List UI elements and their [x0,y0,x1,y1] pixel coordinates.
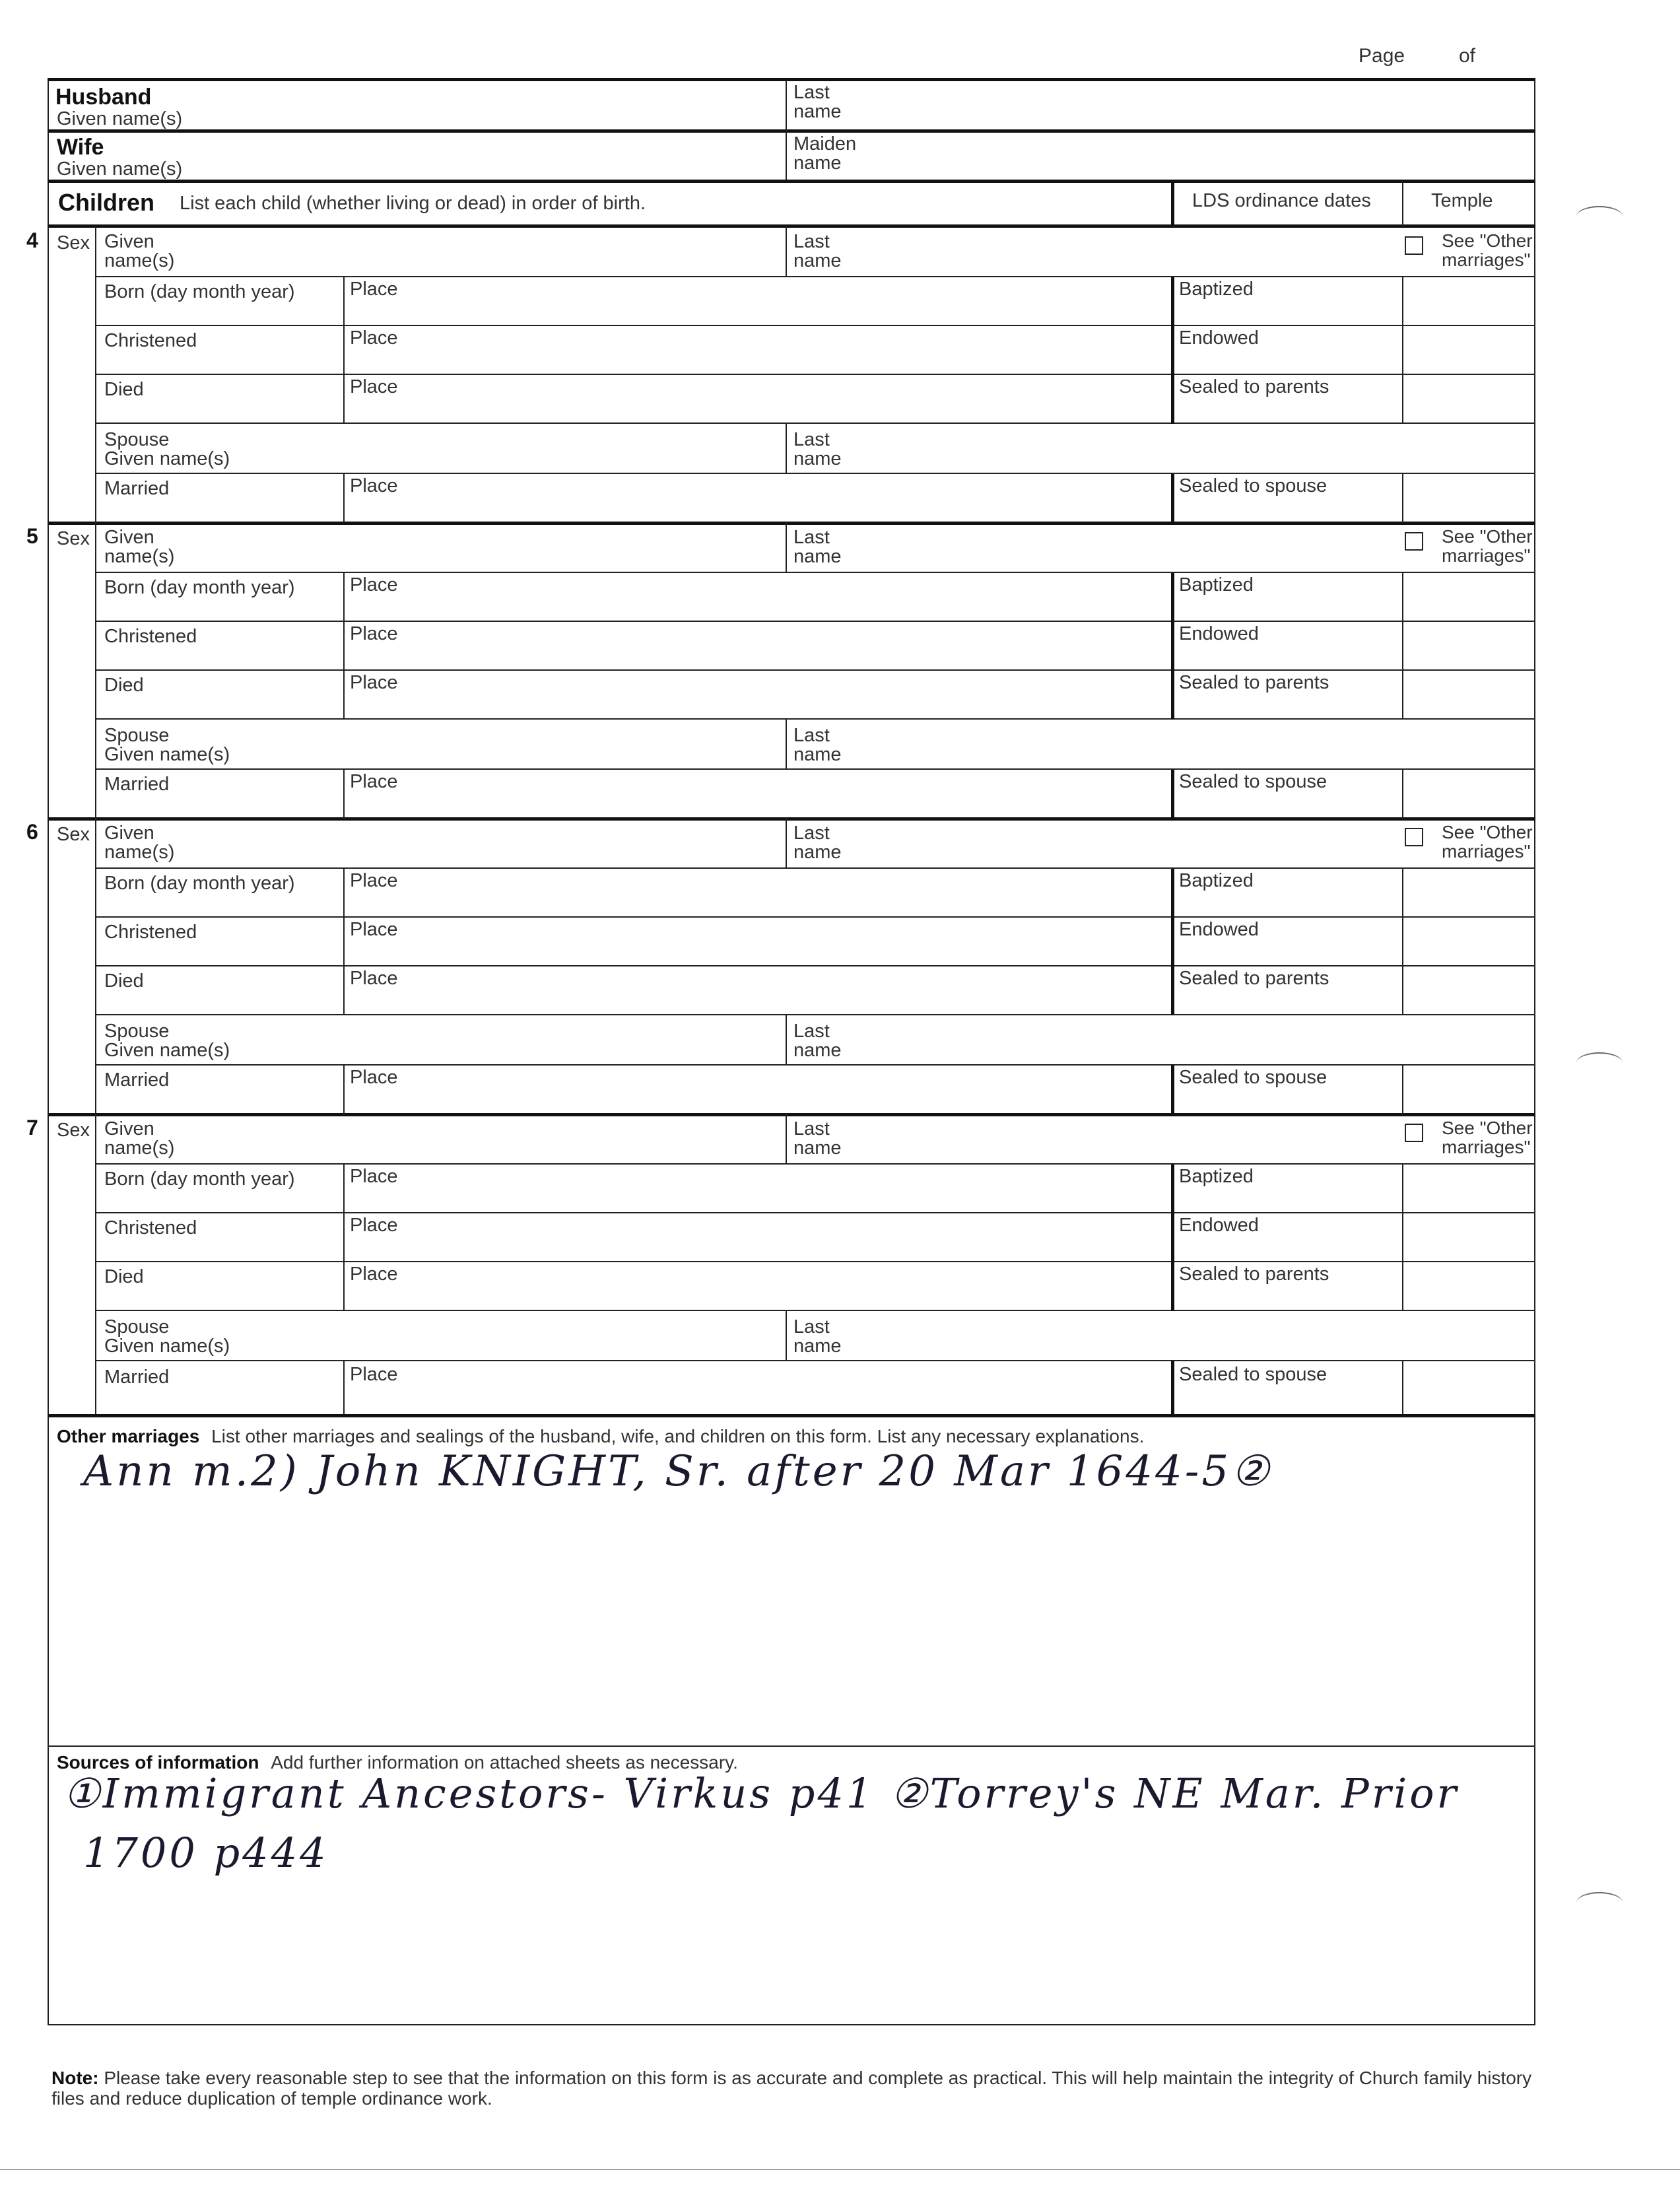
christened-label: Christened [104,922,197,943]
sealed-to-parents-label: Sealed to parents [1179,968,1329,989]
place-label: Place [350,623,398,644]
baptized-label: Baptized [1179,279,1254,300]
sex-label: Sex [57,528,90,549]
note-label: Note: [51,2068,99,2088]
place-label: Place [350,771,398,792]
last-name-label: Last name [793,1021,842,1061]
place-label: Place [350,968,398,989]
other-marriages-checkbox[interactable] [1405,236,1423,255]
punch-hole-mark [1576,206,1623,227]
other-marriages-checkbox[interactable] [1405,1124,1423,1142]
page-bottom-edge [0,2169,1680,2170]
sealed-to-parents-label: Sealed to parents [1179,376,1329,397]
spouse-label: Spouse Given name(s) [104,1021,230,1061]
born-label: Born (day month year) [104,577,295,598]
other-marriages-title: Other marriages [57,1426,200,1446]
last-name-label: Last name [793,231,842,271]
children-instruction: List each child (whether living or dead) in order of birth. [180,193,646,214]
last-name-label: Last name [793,823,842,863]
endowed-label: Endowed [1179,623,1259,644]
husband-given-label: Given name(s) [57,108,183,129]
sources-handwriting-line1: ①Immigrant Ancestors- Virkus p41 ②Torrey's NE Mar. Prior [63,1769,1460,1817]
last-name-label: Last name [793,1316,842,1357]
endowed-label: Endowed [1179,1215,1259,1236]
wife-maiden-label: Maiden name [793,133,857,174]
place-label: Place [350,1215,398,1236]
place-label: Place [350,327,398,349]
given-name-label: Given name(s) [104,1118,175,1159]
husband-last-label: Last name [793,82,842,122]
temple-label: Temple [1431,190,1493,211]
given-name-label: Given name(s) [104,231,175,271]
sources-handwriting-line2: 1700 p444 [83,1829,329,1877]
endowed-label: Endowed [1179,919,1259,940]
last-name-label: Last name [793,725,842,765]
died-label: Died [104,1266,144,1287]
sealed-to-spouse-label: Sealed to spouse [1179,1067,1327,1088]
born-label: Born (day month year) [104,1168,295,1190]
married-label: Married [104,1069,170,1091]
place-label: Place [350,279,398,300]
married-label: Married [104,478,170,499]
wife-title: Wife [57,135,104,160]
spouse-label: Spouse Given name(s) [104,1316,230,1357]
form-frame [48,78,1535,2025]
sealed-to-parents-label: Sealed to parents [1179,1264,1329,1285]
baptized-label: Baptized [1179,1166,1254,1187]
page-label: Page [1359,45,1405,67]
married-label: Married [104,774,170,795]
place-label: Place [350,1364,398,1385]
punch-hole-mark [1576,1052,1623,1073]
see-other-marriages-label: See "Other marriages" [1442,230,1533,270]
see-other-marriages-label: See "Other marriages" [1442,526,1533,566]
other-marriages-checkbox[interactable] [1405,532,1423,551]
last-name-label: Last name [793,527,842,567]
other-marriages-checkbox[interactable] [1405,828,1423,846]
died-label: Died [104,970,144,992]
sources-title: Sources of information [57,1752,259,1773]
sex-label: Sex [57,232,90,254]
note-text: Please take every reasonable step to see that the information on this form is as accurate and complete as practical. This will help maintain the integrity of Church family history files and reduce duplication of temple ordinance work. [51,2068,1532,2109]
child-number: 6 [26,820,38,844]
born-label: Born (day month year) [104,873,295,894]
place-label: Place [350,1166,398,1187]
spouse-label: Spouse Given name(s) [104,725,230,765]
place-label: Place [350,870,398,891]
sex-label: Sex [57,1120,90,1141]
place-label: Place [350,1264,398,1285]
died-label: Died [104,675,144,696]
christened-label: Christened [104,626,197,647]
see-other-marriages-label: See "Other marriages" [1442,1118,1533,1157]
christened-label: Christened [104,1217,197,1238]
child-number: 7 [26,1116,38,1139]
other-marriages-handwriting: Ann m.2) John KNIGHT, Sr. after 20 Mar 1644-5② [83,1447,1272,1496]
lds-ordinance-label: LDS ordinance dates [1192,190,1371,211]
baptized-label: Baptized [1179,574,1254,595]
see-other-marriages-label: See "Other marriages" [1442,822,1533,862]
place-label: Place [350,475,398,496]
place-label: Place [350,672,398,693]
sealed-to-parents-label: Sealed to parents [1179,672,1329,693]
children-title: Children [58,189,155,216]
last-name-label: Last name [793,429,842,469]
husband-title: Husband [55,85,152,110]
married-label: Married [104,1367,170,1388]
given-name-label: Given name(s) [104,527,175,567]
died-label: Died [104,379,144,400]
punch-hole-mark [1576,1892,1623,1913]
place-label: Place [350,376,398,397]
place-label: Place [350,1067,398,1088]
of-label: of [1459,45,1476,67]
sealed-to-spouse-label: Sealed to spouse [1179,1364,1327,1385]
sex-label: Sex [57,824,90,845]
christened-label: Christened [104,330,197,351]
last-name-label: Last name [793,1118,842,1159]
spouse-label: Spouse Given name(s) [104,429,230,469]
other-marriages-instruction: List other marriages and sealings of the husband, wife, and children on this form. List any necessary explanations. [211,1426,1145,1446]
child-number: 4 [26,228,38,252]
sealed-to-spouse-label: Sealed to spouse [1179,771,1327,792]
baptized-label: Baptized [1179,870,1254,891]
footer-note [51,2068,1537,2109]
wife-given-label: Given name(s) [57,158,183,180]
endowed-label: Endowed [1179,327,1259,349]
place-label: Place [350,574,398,595]
sealed-to-spouse-label: Sealed to spouse [1179,475,1327,496]
sources-instruction: Add further information on attached sheets as necessary. [271,1752,738,1773]
given-name-label: Given name(s) [104,823,175,863]
place-label: Place [350,919,398,940]
born-label: Born (day month year) [104,281,295,302]
child-number: 5 [26,524,38,548]
